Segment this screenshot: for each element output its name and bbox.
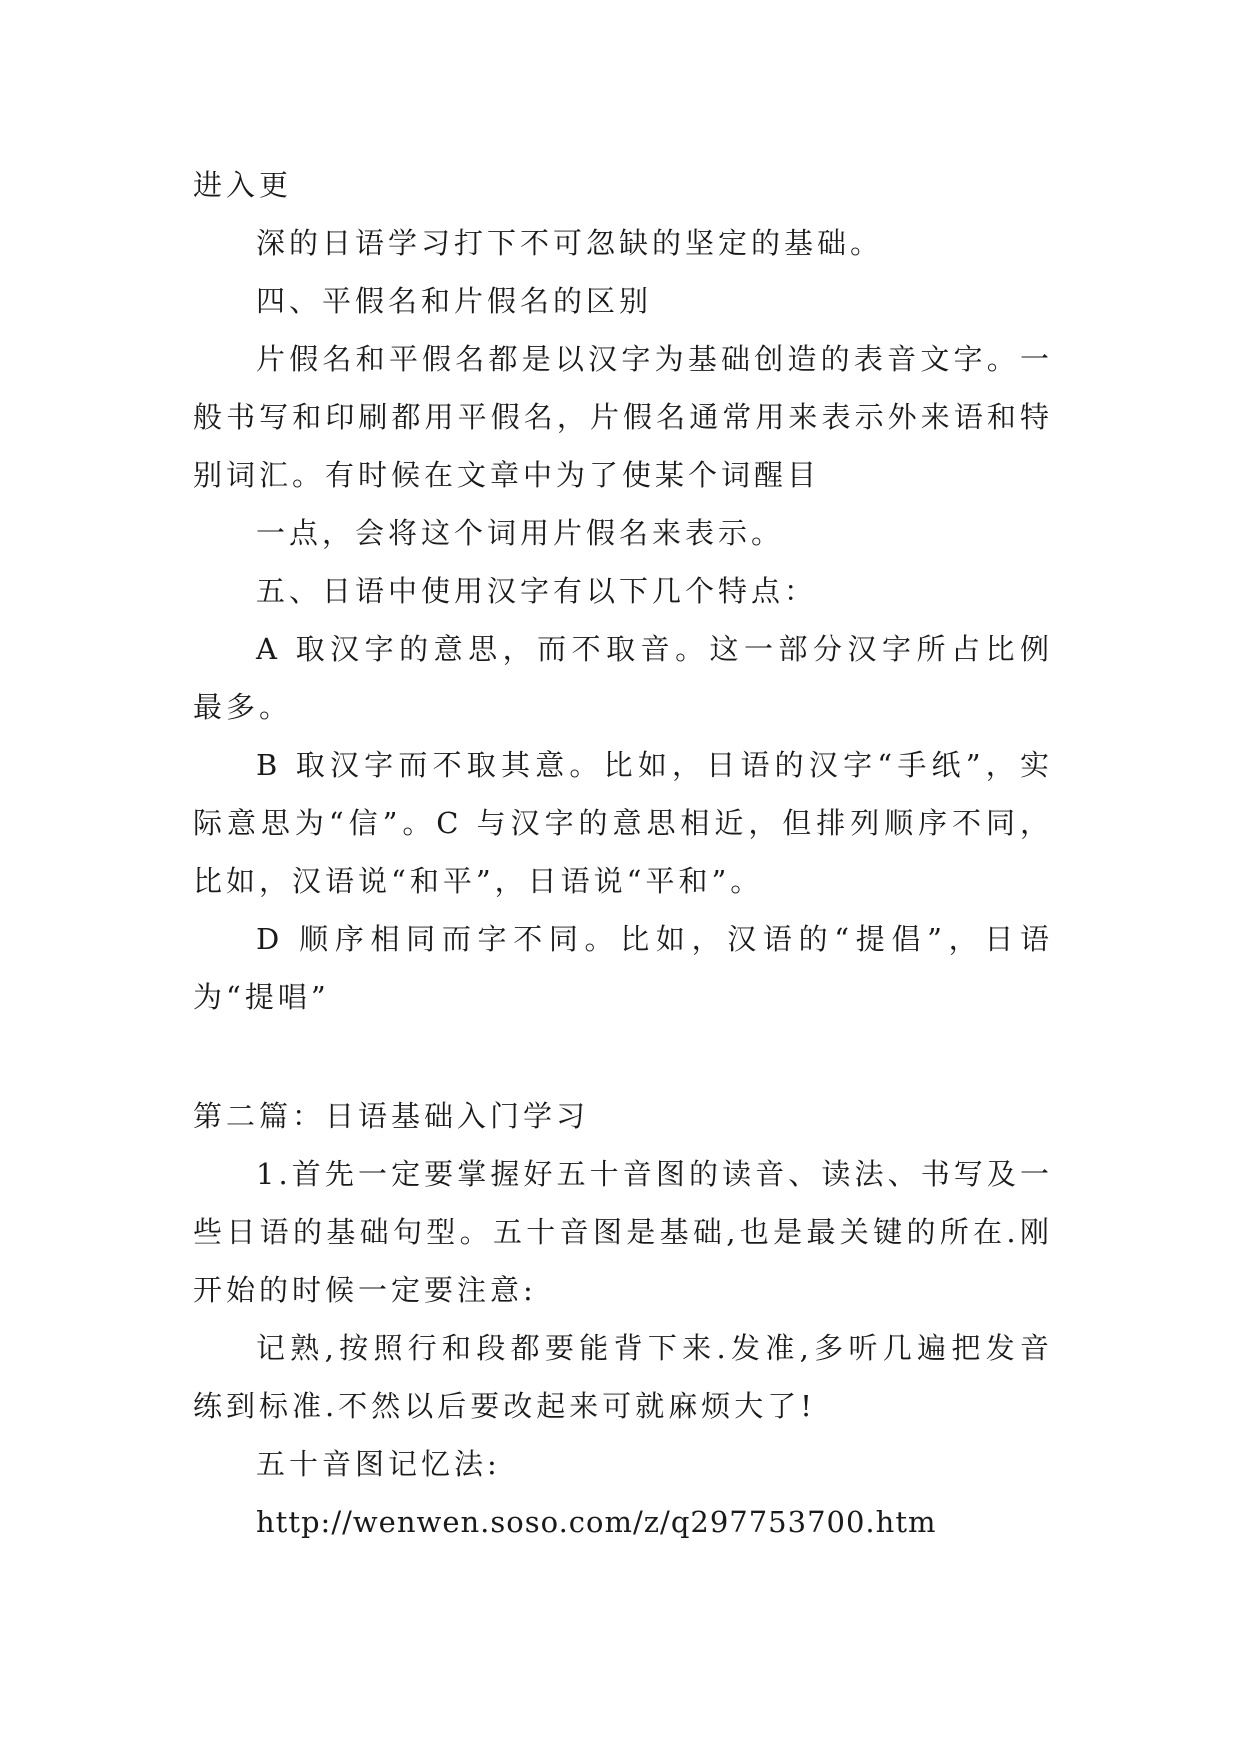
paragraph-feature-a: A 取汉字的意思，而不取音。这一部分汉字所占比例最多。 bbox=[193, 632, 1053, 724]
section-one bbox=[193, 156, 1053, 1026]
section-heading-kana-difference: 四、平假名和片假名的区别 bbox=[256, 284, 653, 318]
paragraph-foundation: 深的日语学习打下不可忽缺的坚定的基础。 bbox=[256, 226, 884, 260]
paragraph-feature-d: D 顺序相同而字不同。比如，汉语的“提倡”，日语为“提唱” bbox=[193, 922, 1053, 1014]
paragraph-fifty-sounds: 1.首先一定要掌握好五十音图的读音、读法、书写及一些日语的基础句型。五十音图是基础,也是最关键的所在.刚开始的时候一定要注意: bbox=[193, 1157, 1053, 1307]
paragraph-katakana-emphasis: 一点，会将这个词用片假名来表示。 bbox=[256, 516, 785, 550]
paragraph-memory-method-label: 五十音图记忆法: bbox=[256, 1447, 501, 1481]
paragraph-continuation: 进入更 bbox=[193, 168, 293, 202]
section-two bbox=[193, 1087, 1053, 1551]
chapter-title: 第二篇：日语基础入门学习 bbox=[193, 1099, 590, 1133]
paragraph-feature-b-c: B 取汉字而不取其意。比如，日语的汉字“手纸”，实际意思为“信”。C 与汉字的意思相近，但排列顺序不同，比如，汉语说“和平”，日语说“平和”。 bbox=[193, 748, 1053, 898]
paragraph-kana-explanation: 片假名和平假名都是以汉字为基础创造的表音文字。一般书写和印刷都用平假名，片假名通常用来表示外来语和特别词汇。有时候在文章中为了使某个词醒目 bbox=[193, 342, 1053, 492]
reference-url: http://wenwen.soso.com/z/q297753700.htm bbox=[256, 1505, 937, 1539]
paragraph-memorize-tips: 记熟,按照行和段都要能背下来.发准,多听几遍把发音练到标准.不然以后要改起来可就麻烦大了! bbox=[193, 1331, 1053, 1423]
section-heading-kanji-features: 五、日语中使用汉字有以下几个特点： bbox=[256, 574, 818, 608]
